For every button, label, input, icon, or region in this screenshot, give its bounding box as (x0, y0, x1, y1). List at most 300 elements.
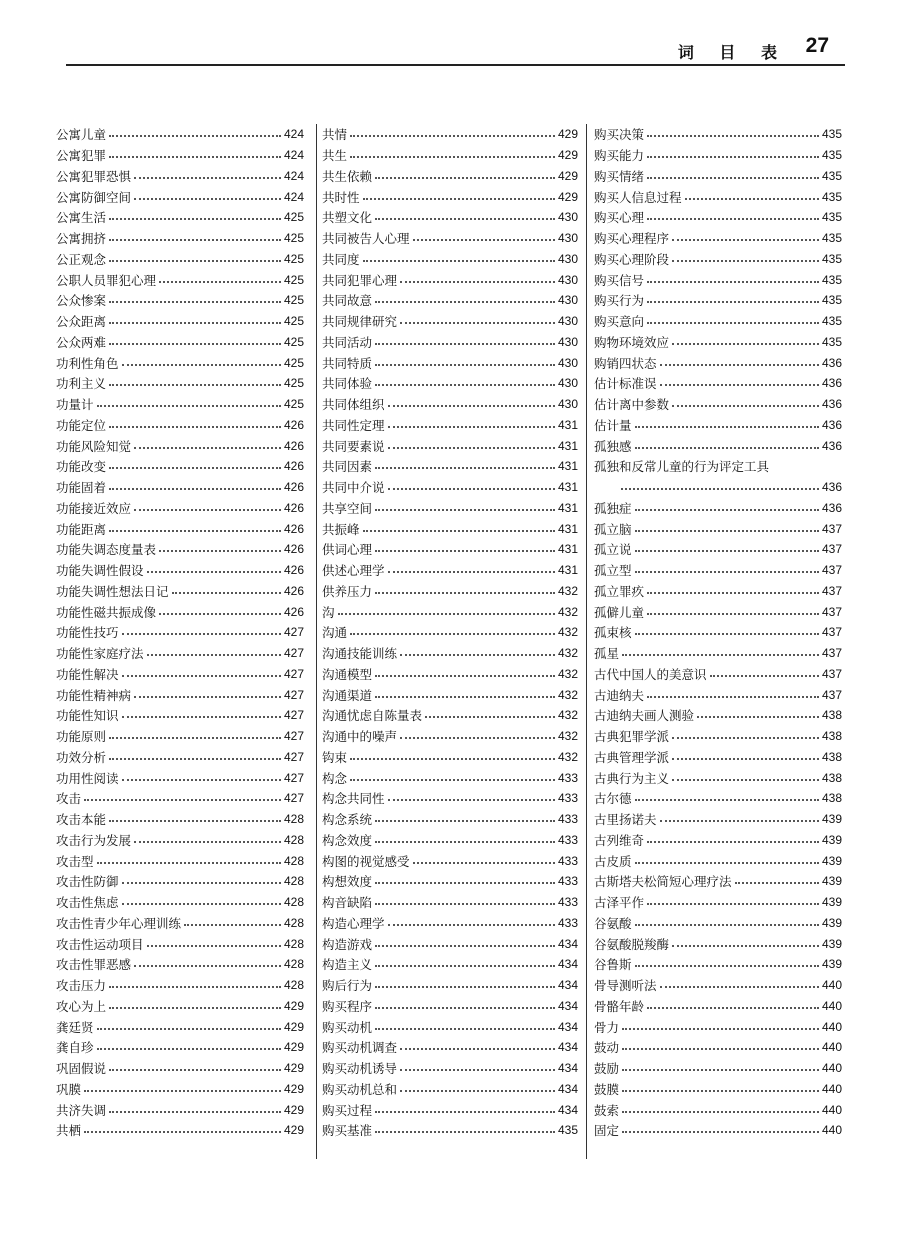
index-entry (56, 166, 304, 187)
entry-page-number: 437 (821, 583, 842, 598)
leader-dots (647, 322, 819, 324)
entry-term: 古迪纳夫 (594, 687, 645, 703)
leader-dots (388, 426, 555, 428)
index-entry (322, 332, 578, 353)
entry-term: 攻击性运动项目 (56, 936, 144, 952)
index-entry (594, 311, 842, 332)
leader-dots (122, 779, 281, 781)
index-entry (322, 767, 578, 788)
index-entry (322, 498, 578, 519)
index-entry (322, 809, 578, 830)
leader-dots (375, 467, 555, 469)
index-entry (56, 207, 304, 228)
entry-term: 攻击性防御 (56, 874, 119, 890)
index-entry (322, 228, 578, 249)
leader-dots (710, 675, 819, 677)
leader-dots (122, 903, 281, 905)
entry-term: 构念共同性 (322, 791, 385, 807)
entry-page-number: 434 (557, 1081, 578, 1096)
entry-term: 构音缺陷 (322, 895, 373, 911)
leader-dots (109, 737, 281, 739)
entry-term: 共时性 (322, 189, 360, 205)
entry-page-number: 435 (821, 293, 842, 308)
leader-dots (109, 986, 281, 988)
entry-page-number: 425 (283, 210, 304, 225)
entry-page-number: 435 (821, 334, 842, 349)
index-entry (56, 933, 304, 954)
leader-dots (660, 364, 819, 366)
index-entry (56, 1058, 304, 1079)
entry-page-number: 426 (283, 480, 304, 495)
column-divider (586, 124, 587, 1159)
index-entry (56, 767, 304, 788)
entry-page-number: 429 (283, 1081, 304, 1096)
entry-term: 购买动机总和 (322, 1081, 398, 1097)
entry-page-number: 426 (283, 500, 304, 515)
leader-dots (184, 924, 281, 926)
index-entry (56, 975, 304, 996)
entry-term: 功能性解决 (56, 666, 119, 682)
entry-page-number: 428 (283, 895, 304, 910)
index-entry (322, 1016, 578, 1037)
index-entry (594, 332, 842, 353)
leader-dots (647, 177, 819, 179)
index-entry (56, 415, 304, 436)
entry-term: 共济失调 (56, 1102, 107, 1118)
entry-page-number: 424 (283, 189, 304, 204)
leader-dots (672, 239, 819, 241)
index-entry (56, 850, 304, 871)
entry-term: 购买过程 (322, 1102, 373, 1118)
leader-dots (647, 301, 819, 303)
entry-term: 购买程序 (322, 998, 373, 1014)
index-entry (322, 705, 578, 726)
entry-term: 购买心理阶段 (594, 251, 670, 267)
leader-dots (635, 799, 819, 801)
entry-page-number: 440 (821, 1040, 842, 1055)
entry-page-number: 429 (283, 1102, 304, 1117)
entry-term: 公众惨案 (56, 293, 107, 309)
entry-term: 共振峰 (322, 521, 360, 537)
entry-page-number: 428 (283, 874, 304, 889)
entry-page-number: 427 (283, 646, 304, 661)
leader-dots (647, 1007, 819, 1009)
entry-page-number: 425 (283, 314, 304, 329)
entry-page-number: 439 (821, 915, 842, 930)
leader-dots (375, 965, 555, 967)
leader-dots (375, 1007, 555, 1009)
entry-page-number: 430 (557, 397, 578, 412)
entry-term: 公众距离 (56, 314, 107, 330)
entry-page-number: 431 (557, 459, 578, 474)
entry-page-number: 426 (283, 604, 304, 619)
entry-term: 孤立罪疚 (594, 583, 645, 599)
entry-term: 功能性知识 (56, 708, 119, 724)
entry-term: 功能性家庭疗法 (56, 646, 144, 662)
entry-term: 构念 (322, 770, 348, 786)
leader-dots (375, 364, 555, 366)
entry-term: 功能性精神病 (56, 687, 132, 703)
index-entry (56, 186, 304, 207)
index-entry (322, 124, 578, 145)
entry-term: 共生依赖 (322, 168, 373, 184)
leader-dots (622, 1131, 819, 1133)
index-entry (594, 290, 842, 311)
entry-term: 古典管理学派 (594, 749, 670, 765)
entry-page-number: 427 (283, 687, 304, 702)
entry-page-number: 434 (557, 1040, 578, 1055)
index-entry (322, 415, 578, 436)
leader-dots (622, 1090, 819, 1092)
entry-page-number: 426 (283, 542, 304, 557)
index-entry (594, 871, 842, 892)
index-entry (322, 684, 578, 705)
entry-page-number: 437 (821, 687, 842, 702)
index-entry (322, 456, 578, 477)
leader-dots (375, 675, 555, 677)
entry-term: 孤立型 (594, 563, 632, 579)
entry-page-number: 436 (821, 417, 842, 432)
entry-term: 购买意向 (594, 314, 645, 330)
index-entry (322, 269, 578, 290)
entry-term: 功能风险知觉 (56, 438, 132, 454)
entry-term: 沟通技能训练 (322, 646, 398, 662)
leader-dots (622, 1069, 819, 1071)
entry-term: 购买行为 (594, 293, 645, 309)
leader-dots (413, 239, 555, 241)
leader-dots (400, 322, 555, 324)
leader-dots (159, 550, 281, 552)
leader-dots (375, 592, 555, 594)
entry-term: 估计标准误 (594, 376, 657, 392)
index-entry (594, 166, 842, 187)
leader-dots (109, 1007, 281, 1009)
leader-dots (635, 924, 819, 926)
index-entry (56, 394, 304, 415)
index-entry (322, 747, 578, 768)
entry-page-number: 426 (283, 583, 304, 598)
index-entry (56, 352, 304, 373)
entry-page-number: 428 (283, 978, 304, 993)
entry-term: 功能原则 (56, 729, 107, 745)
index-entry (594, 788, 842, 809)
leader-dots (350, 135, 555, 137)
index-entry (594, 850, 842, 871)
leader-dots (622, 1028, 819, 1030)
leader-dots (109, 467, 281, 469)
index-entry (594, 456, 842, 477)
entry-page-number: 429 (557, 168, 578, 183)
entry-page-number: 440 (821, 1019, 842, 1034)
entry-page-number: 424 (283, 148, 304, 163)
entry-term: 功能改变 (56, 459, 107, 475)
entry-page-number: 429 (557, 189, 578, 204)
index-entry (594, 996, 842, 1017)
leader-dots (388, 405, 555, 407)
entry-term: 孤束核 (594, 625, 632, 641)
index-entry (594, 622, 842, 643)
index-entry (594, 124, 842, 145)
index-entry (56, 1099, 304, 1120)
entry-term: 孤独感 (594, 438, 632, 454)
leader-dots (635, 965, 819, 967)
index-entry (322, 643, 578, 664)
index-entry (56, 435, 304, 456)
leader-dots (122, 633, 281, 635)
entry-page-number: 429 (557, 127, 578, 142)
entry-term: 攻击性焦虑 (56, 895, 119, 911)
entry-page-number: 435 (821, 251, 842, 266)
leader-dots (413, 862, 555, 864)
leader-dots (109, 218, 281, 220)
entry-term: 公寓拥挤 (56, 231, 107, 247)
entry-page-number: 430 (557, 314, 578, 329)
leader-dots (647, 613, 819, 615)
entry-page-number: 432 (557, 708, 578, 723)
entry-term: 攻击型 (56, 853, 94, 869)
entry-page-number: 435 (821, 127, 842, 142)
entry-page-number: 425 (283, 355, 304, 370)
leader-dots (172, 592, 281, 594)
leader-dots (375, 696, 555, 698)
entry-page-number: 425 (283, 397, 304, 412)
index-entry (322, 1037, 578, 1058)
entry-term: 共享空间 (322, 500, 373, 516)
index-entry (322, 581, 578, 602)
index-entry (322, 1099, 578, 1120)
entry-page-number: 433 (557, 915, 578, 930)
entry-page-number: 435 (821, 148, 842, 163)
entry-page-number: 436 (821, 500, 842, 515)
entry-page-number: 439 (821, 812, 842, 827)
index-entry (56, 228, 304, 249)
entry-page-number: 425 (283, 251, 304, 266)
index-entry (322, 850, 578, 871)
entry-page-number: 434 (557, 936, 578, 951)
entry-term: 孤立说 (594, 542, 632, 558)
leader-dots (109, 1069, 281, 1071)
entry-term: 共同规律研究 (322, 314, 398, 330)
entry-page-number: 429 (283, 1123, 304, 1138)
entry-page-number: 438 (821, 749, 842, 764)
leader-dots (134, 447, 281, 449)
entry-page-number: 432 (557, 729, 578, 744)
index-entry (322, 560, 578, 581)
entry-page-number: 430 (557, 272, 578, 287)
leader-dots (660, 820, 819, 822)
index-entry (56, 1016, 304, 1037)
entry-term: 攻击行为发展 (56, 832, 132, 848)
entry-page-number: 435 (557, 1123, 578, 1138)
entry-term: 鼓膜 (594, 1081, 620, 1097)
leader-dots (134, 177, 281, 179)
entry-page-number: 435 (821, 168, 842, 183)
entry-page-number: 431 (557, 563, 578, 578)
leader-dots (122, 882, 281, 884)
entry-page-number: 427 (283, 625, 304, 640)
entry-page-number: 439 (821, 895, 842, 910)
leader-dots (375, 1028, 555, 1030)
entry-page-number: 430 (557, 355, 578, 370)
page-number: 27 (805, 34, 829, 57)
index-entry (56, 581, 304, 602)
leader-dots (134, 198, 281, 200)
index-entry (322, 996, 578, 1017)
entry-term: 骨力 (594, 1019, 620, 1035)
entry-term: 构造心理学 (322, 915, 385, 931)
entry-term: 攻心为上 (56, 998, 107, 1014)
index-entry (322, 954, 578, 975)
entry-term: 功用性阅读 (56, 770, 119, 786)
entry-page-number: 438 (821, 770, 842, 785)
index-entry (594, 684, 842, 705)
leader-dots (388, 799, 555, 801)
entry-term: 功能性技巧 (56, 625, 119, 641)
index-entry (594, 767, 842, 788)
entry-page-number: 431 (557, 521, 578, 536)
entry-term: 巩膜 (56, 1081, 82, 1097)
leader-dots (122, 716, 281, 718)
index-entry (594, 643, 842, 664)
entry-term: 孤僻儿童 (594, 604, 645, 620)
entry-term: 公寓儿童 (56, 127, 107, 143)
leader-dots (660, 384, 819, 386)
entry-page-number: 439 (821, 957, 842, 972)
index-entry (56, 1079, 304, 1100)
entry-term: 沟 (322, 604, 335, 620)
entry-page-number: 430 (557, 251, 578, 266)
leader-dots (622, 1048, 819, 1050)
leader-dots (647, 135, 819, 137)
column-divider (316, 124, 317, 1159)
leader-dots (672, 405, 819, 407)
leader-dots (672, 343, 819, 345)
page-header (0, 0, 897, 70)
leader-dots (375, 882, 555, 884)
leader-dots (635, 571, 819, 573)
entry-term: 谷氨酸 (594, 915, 632, 931)
leader-dots (363, 260, 555, 262)
entry-term: 古泽平作 (594, 895, 645, 911)
entry-page-number: 435 (821, 272, 842, 287)
entry-page-number: 431 (557, 500, 578, 515)
index-entry (594, 394, 842, 415)
index-entry (594, 207, 842, 228)
index-entry (56, 705, 304, 726)
index-entry (56, 249, 304, 270)
leader-dots (97, 862, 281, 864)
leader-dots (375, 841, 555, 843)
index-entry (322, 892, 578, 913)
entry-term: 共同性定理 (322, 417, 385, 433)
entry-term: 购买人信息过程 (594, 189, 682, 205)
entry-page-number: 434 (557, 1019, 578, 1034)
entry-page-number: 426 (283, 521, 304, 536)
index-entry (322, 145, 578, 166)
leader-dots (647, 696, 819, 698)
index-entry (322, 539, 578, 560)
index-entry (56, 726, 304, 747)
leader-dots (97, 1028, 281, 1030)
entry-term: 孤立脑 (594, 521, 632, 537)
index-entry (594, 477, 842, 498)
leader-dots (122, 364, 281, 366)
leader-dots (647, 592, 819, 594)
index-entry (594, 975, 842, 996)
leader-dots (672, 779, 819, 781)
entry-page-number: 440 (821, 1061, 842, 1076)
leader-dots (363, 530, 555, 532)
entry-page-number: 439 (821, 853, 842, 868)
entry-page-number: 433 (557, 895, 578, 910)
entry-term: 共同度 (322, 251, 360, 267)
entry-term: 功能距离 (56, 521, 107, 537)
index-entry (594, 145, 842, 166)
leader-dots (134, 509, 281, 511)
index-entry (594, 933, 842, 954)
index-entry (594, 892, 842, 913)
leader-dots (635, 550, 819, 552)
leader-dots (400, 737, 555, 739)
entry-term: 购销四状态 (594, 355, 657, 371)
entry-term: 供养压力 (322, 583, 373, 599)
leader-dots (672, 758, 819, 760)
leader-dots (697, 716, 819, 718)
entry-page-number: 433 (557, 791, 578, 806)
leader-dots (338, 613, 555, 615)
entry-term: 公正观念 (56, 251, 107, 267)
entry-page-number: 431 (557, 438, 578, 453)
index-entry (594, 705, 842, 726)
entry-term: 古尔德 (594, 791, 632, 807)
leader-dots (134, 696, 281, 698)
entry-term: 公寓生活 (56, 210, 107, 226)
index-entry (594, 581, 842, 602)
entry-term: 估计离中参数 (594, 397, 670, 413)
index-entry (56, 954, 304, 975)
entry-term: 构造主义 (322, 957, 373, 973)
leader-dots (635, 862, 819, 864)
leader-dots (735, 882, 819, 884)
leader-dots (109, 343, 281, 345)
entry-page-number: 429 (557, 148, 578, 163)
entry-page-number: 429 (283, 1061, 304, 1076)
entry-term: 估计量 (594, 417, 632, 433)
leader-dots (400, 1048, 555, 1050)
entry-term: 骨导测听法 (594, 978, 657, 994)
entry-page-number: 426 (283, 438, 304, 453)
leader-dots (109, 758, 281, 760)
index-entry (594, 498, 842, 519)
entry-page-number: 437 (821, 666, 842, 681)
entry-term: 构念系统 (322, 812, 373, 828)
index-entry (56, 311, 304, 332)
index-entry (322, 290, 578, 311)
entry-term: 鼓励 (594, 1061, 620, 1077)
leader-dots (109, 384, 281, 386)
entry-term: 鼓索 (594, 1102, 620, 1118)
leader-dots (647, 841, 819, 843)
index-entry (322, 249, 578, 270)
entry-term: 古列维奇 (594, 832, 645, 848)
index-entry (56, 664, 304, 685)
index-entry (56, 913, 304, 934)
entry-page-number: 427 (283, 791, 304, 806)
entry-term: 购后行为 (322, 978, 373, 994)
index-entry (322, 394, 578, 415)
entry-page-number: 433 (557, 770, 578, 785)
entry-page-number: 430 (557, 210, 578, 225)
